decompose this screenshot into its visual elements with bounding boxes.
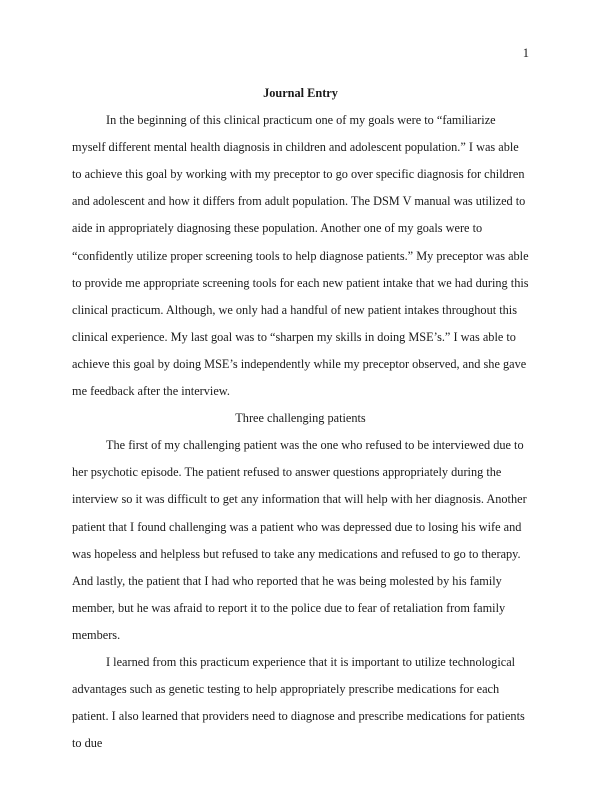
paragraph-goals: In the beginning of this clinical practicum one of my goals were to “familiarize myself different mental health diagnosis in children and adolescent population.” I was able to achieve this goal by working with my preceptor to go over specific diagnosis for children and adolescent and how it differs from adult population. The DSM V manual was utilized to aide in appropriately diagnosing these population. Another one of my goals were to “confidently utilize proper screening tools to help diagnose patients.” My preceptor was able to provide me appropriate screening tools for each new patient intake that we had during this clinical practicum. Although, we only had a handful of new patient intakes throughout this clinical experience. My last goal was to “sharpen my skills in doing MSE’s.” I was able to achieve this goal by doing MSE’s independently while my preceptor observed, and she gave me feedback after the interview. <box>72 113 529 399</box>
section-heading: Three challenging patients <box>235 411 366 426</box>
document-body <box>72 80 529 757</box>
page-number: 1 <box>522 46 529 60</box>
document-title: Journal Entry <box>263 86 338 100</box>
paragraph-challenging-patients: The first of my challenging patient was the one who refused to be interviewed due to her psychotic episode. The patient refused to answer questions appropriately during the interview so it was difficult to get any information that will help with her diagnosis. Another patient that I found challenging was a patient who was depressed due to losing his wife and was hopeless and helpless but refused to take any medications and refused to go to therapy. And lastly, the patient that I had who reported that he was being molested by his family member, but he was afraid to report it to the police due to fear of retaliation from family members. <box>72 438 527 642</box>
paragraph-lessons-learned: I learned from this practicum experience that it is important to utilize technological advantages such as genetic testing to help appropriately prescribe medications for each patient. I also learned that providers need to diagnose and prescribe medications for patients to due <box>72 654 525 751</box>
